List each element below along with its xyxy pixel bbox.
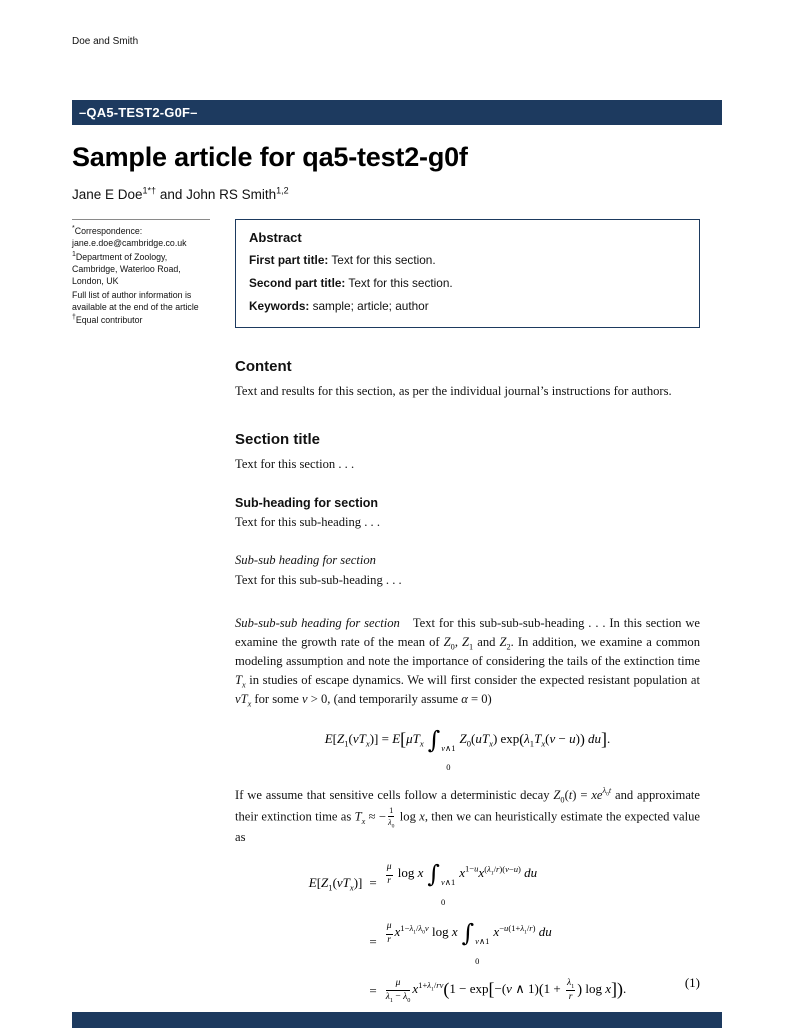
paragraph-subsubsub xyxy=(235,614,700,710)
heading-content: Content xyxy=(235,358,292,376)
paragraph-sub: Text for this sub-heading . . . xyxy=(235,514,380,529)
equation-line-1-lhs: $E[Z_1(vT_x)]$ xyxy=(308,875,363,893)
equation-block xyxy=(235,860,700,1004)
series-banner xyxy=(72,100,722,125)
paragraph-subsub: Text for this sub-sub-heading . . . xyxy=(235,572,402,587)
equation-line-1-rhs: $\frac{\mu}{r}$ log x ∫ v∧1 0 $x^{1-u}x^{(\lambda_1/r)(v-u)}$ du xyxy=(386,860,538,907)
correspondence-note: *Correspondence: jane.e.doe@cambridge.co.uk xyxy=(72,225,187,249)
abstract-keywords-label: Keywords: xyxy=(249,299,310,314)
abstract-first-part xyxy=(249,252,686,269)
equation-line-1-relation: = xyxy=(369,875,377,891)
author-info-note: Full list of author information is available at the end of the article xyxy=(72,289,199,312)
equation-line-2-relation: = xyxy=(369,934,377,950)
two-column-layout xyxy=(72,219,722,1004)
authors-line: Jane E Doe$^{1*\dagger}$ and John RS Smith$^{1,2}$ xyxy=(72,185,289,202)
equation-line-2-rhs: $\frac{\mu}{r}$ $x^{1-\lambda_1/\lambda_0v}$ log x ∫ v∧1 0 $x^{-u(1+\lambda_1/r)}$ du xyxy=(386,919,552,966)
abstract-title: Abstract xyxy=(249,230,302,245)
affiliation-note: $^1$Department of Zoology, Cambridge, Waterloo Road, London, UK xyxy=(72,250,181,287)
equation-line-3-rhs: $\frac{\mu}{\lambda_1 - \lambda_0}$ $x^{1+\lambda_1/rv}(1 - \exp[-(v$ ∧ 1)(1 + $\frac{\lambda_1}{r}$ ) log x]). xyxy=(385,978,627,1004)
running-head: Doe and Smith xyxy=(72,36,139,47)
main-column xyxy=(235,219,700,1004)
paragraph-content: Text and results for this section, as per the individual journal’s instructions for authors. xyxy=(235,384,672,399)
paragraph-section: Text for this section . . . xyxy=(235,457,355,472)
heading-subsubsub: Sub-sub-sub heading for section xyxy=(235,615,400,630)
equation-number: (1) xyxy=(684,974,700,990)
heading-subsub: Sub-sub heading for section xyxy=(235,552,376,567)
series-banner-label: –QA5-TEST2-G0F– xyxy=(79,105,198,120)
sidebar-notes xyxy=(72,219,212,1004)
heading-section-title: Section title xyxy=(235,431,321,449)
paragraph-subsubsub-text: Text for this sub-sub-sub-heading . . . In this section we examine the growth rate of the mean of $Z_0$, $Z_1$ and $Z_2$. In addition, we examine a common modeling assumption and note the importance of considering the tails of the extinction time $T_x$ in studies of escape dynamics. We will first consider the expected resistant population at $vT_x$ for some v > 0, (and temporarily assume α = 0) xyxy=(235,615,701,709)
abstract-keywords-text: sample; article; author xyxy=(309,299,429,314)
abstract-second-part-label: Second part title: xyxy=(249,276,346,291)
abstract-first-part-text: Text for this section. xyxy=(328,253,436,267)
equation-line-3-relation: = xyxy=(369,982,377,998)
article-title: Sample article for qa5-test2-g0f xyxy=(72,142,468,172)
footer-bar xyxy=(72,1012,722,1028)
equal-contributor-note: †Equal contributor xyxy=(72,314,143,326)
abstract-second-part xyxy=(249,275,686,292)
paragraph-estimate: If we assume that sensitive cells follow a deterministic decay $Z_0(t) = xe^{\lambda_0t}$ and approximate their extinction time as $T_x$ ≈ − $\frac{1}{\lambda_0}$ log x, then we can heuristically estimate the expected value as xyxy=(235,786,701,844)
abstract-second-part-text: Text for this section. xyxy=(345,276,453,291)
footnote-rule xyxy=(72,219,210,220)
equation-display: $E[Z_1(vT_x)] = E[\mu T_x$ ∫ v∧1 0 $Z_0(uT_x) \exp(\lambda_1T_x(v - u))$ du]. xyxy=(324,725,611,773)
abstract-box xyxy=(235,219,700,328)
heading-sub: Sub-heading for section xyxy=(235,495,379,510)
abstract-first-part-label: First part title: xyxy=(249,253,329,267)
abstract-keywords xyxy=(249,298,686,315)
